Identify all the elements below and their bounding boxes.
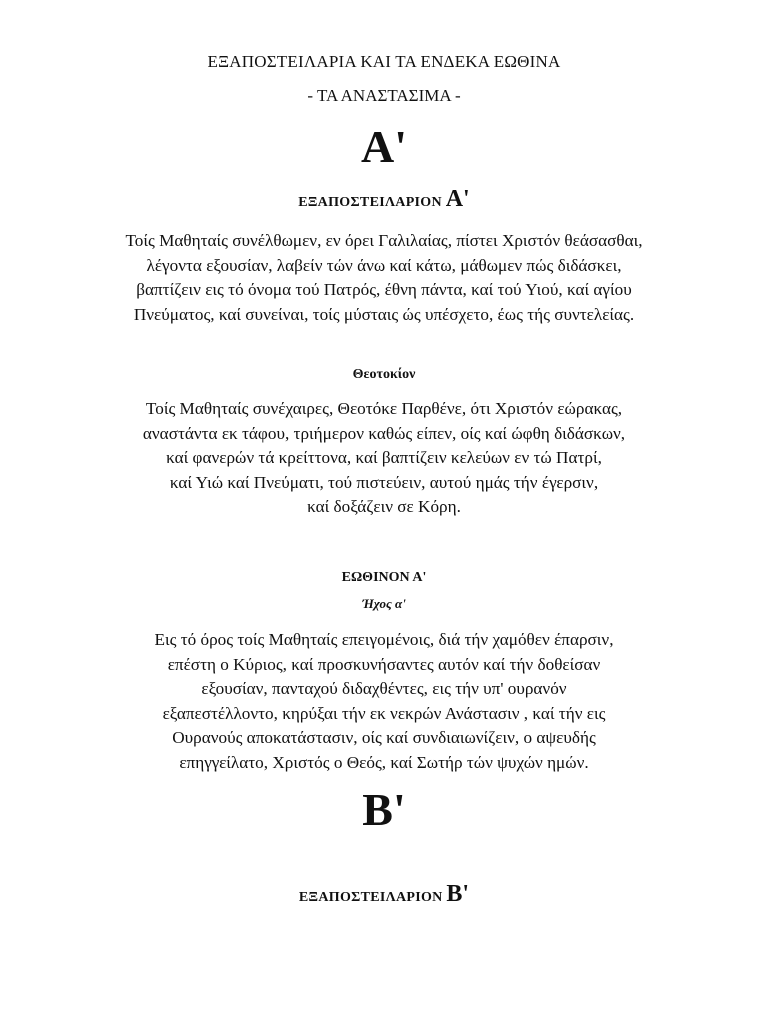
section-a-letter: Α' [361, 121, 407, 172]
document-title: ΕΞΑΠΟΣΤΕΙΛΑΡΙΑ ΚΑΙ ΤΑ ΕΝΔΕΚΑ ΕΩΘΙΝΑ [207, 52, 561, 71]
verse-line: Πνεύματος, καί συνείναι, τοίς μύσταις ώς υπέσχετο, έως τής συντελείας. [133, 304, 635, 324]
verse-line: λέγοντα εξουσίαν, λαβείν τών άνω καί κάτω, μάθωμεν πώς διδάσκει, [146, 255, 622, 275]
verse-line: επηγγείλατο, Χριστός ο Θεός, καί Σωτήρ τών ψυχών ημών. [179, 752, 589, 772]
section-a-heading [0, 186, 768, 213]
eothinon-text [0, 628, 768, 775]
document-subtitle: - ΤΑ ΑΝΑΣΤΑΣΙΜΑ - [307, 86, 461, 105]
verse-line: καί φανερών τά κρείττονα, καί βαπτίζειν κελεύων εν τώ Πατρί, [166, 448, 602, 467]
verse-line: εξουσίαν, πανταχού διδαχθέντες, εις τήν υπ' ουρανόν [201, 679, 567, 698]
exapostilarion-a-text [0, 229, 768, 327]
theotokion-text [0, 397, 768, 520]
verse-line: βαπτίζειν εις τό όνομα τού Πατρός, έθνη πάντα, καί τού Υιού, καί αγίου [136, 280, 632, 299]
verse-line: επέστη ο Κύριος, καί προσκυνήσαντες αυτόν καί τήν δοθείσαν [167, 654, 601, 674]
echos-label: Ήχος α' [362, 596, 406, 611]
verse-line: καί Υιώ καί Πνεύματι, τού πιστεύειν, αυτού ημάς τήν έγερσιν, [169, 472, 599, 492]
verse-line: Εις τό όρος τοίς Μαθηταίς επειγομένοις, διά τήν χαμόθεν έπαρσιν, [154, 630, 614, 649]
verse-line: αναστάντα εκ τάφου, τριήμερον καθώς είπεν, οίς καί ώφθη διδάσκων, [142, 423, 626, 443]
section-b-heading [0, 881, 768, 908]
section-b-heading-text: ΕΞΑΠΟΣΤΕΙΛΑΡΙΟΝ [298, 890, 443, 905]
eothinon-heading: ΕΩΘΙΝΟΝ Α' [341, 570, 427, 585]
section-a-heading-text: ΕΞΑΠΟΣΤΕΙΛΑΡΙΟΝ [298, 195, 442, 210]
verse-line: καί δοξάζειν σε Κόρη. [307, 497, 461, 516]
verse-line: εξαπεστέλλοντο, κηρύξαι τήν εκ νεκρών Ανάστασιν , καί τήν εις [162, 703, 606, 723]
verse-line: Τοίς Μαθηταίς συνέλθωμεν, εν όρει Γαλιλαίας, πίστει Χριστόν θεάσασθαι, [125, 231, 643, 250]
section-b-letter: Β' [362, 784, 406, 835]
section-b-heading-letter: Β' [446, 881, 470, 907]
section-a-heading-letter: Α' [445, 186, 470, 212]
verse-line: Ουρανούς αποκατάστασιν, οίς καί συνδιαιωνίζειν, ο αψευδής [172, 728, 596, 747]
verse-line: Τοίς Μαθηταίς συνέχαιρες, Θεοτόκε Παρθένε, ότι Χριστόν εώρακας, [145, 399, 623, 418]
theotokion-heading: Θεοτοκίον [352, 367, 416, 382]
